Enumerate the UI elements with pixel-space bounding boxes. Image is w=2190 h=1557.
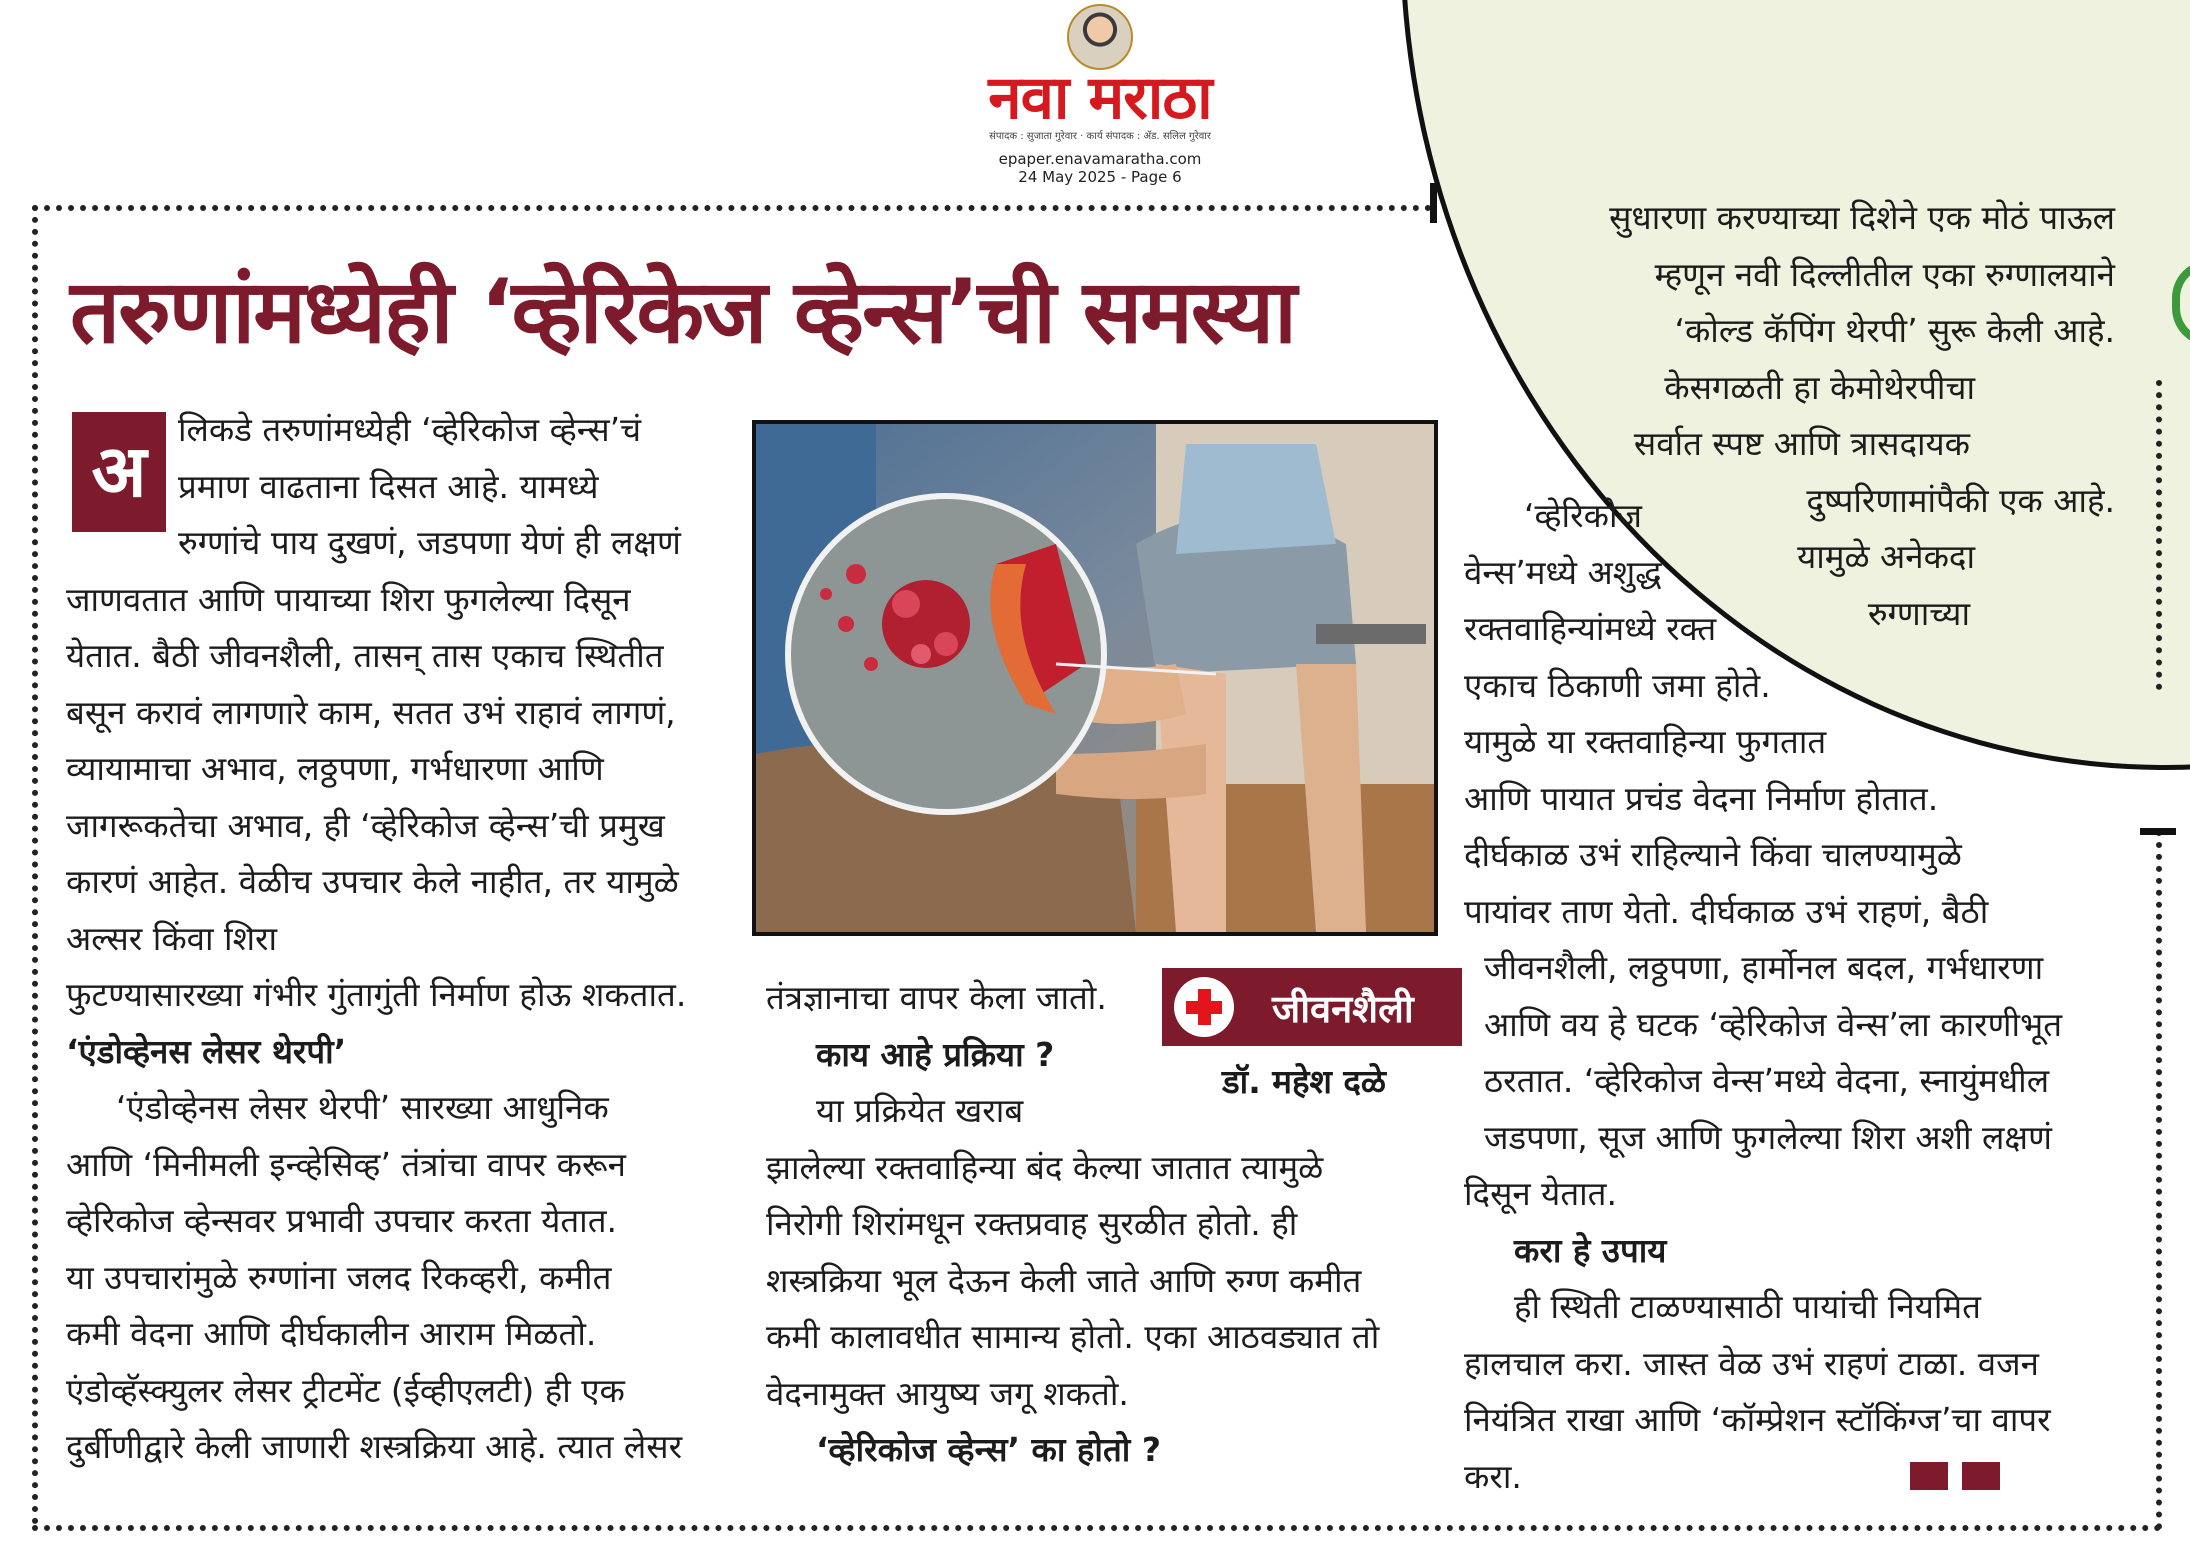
frame-left	[32, 205, 38, 1525]
section-badge	[1162, 968, 1462, 1046]
author-name: डॉ. महेश दळे	[1222, 1062, 1387, 1101]
col3-line: ‘व्हेरिकोज	[1524, 496, 1642, 535]
epaper-url[interactable]: epaper.enavamaratha.com	[998, 150, 1202, 168]
col3-line: नियंत्रित राखा आणि ‘कॉम्प्रेशन स्टॉकिंग्ज’चा वापर	[1464, 1400, 2051, 1439]
col3-line: हालचाल करा. जास्त वेळ उभं राहणं टाळा. वजन	[1464, 1343, 2039, 1383]
sidebar-line: सर्वात स्पष्ट आणि त्रासदायक	[1633, 424, 1970, 463]
col1-line: बसून करावं लागणारे काम, सतत उभं राहावं लागणं,	[66, 692, 676, 732]
col1-line: आणि ‘मिनीमली इन्व्हेसिव्ह’ तंत्रांचा वापर करून	[66, 1144, 626, 1184]
col1-line: कारणं आहेत. वेळीच उपचार केले नाहीत, तर यामुळे	[66, 862, 679, 901]
col1-line: दुर्बीणीद्वारे केली जाणारी शस्त्रक्रिया आहे. त्यात लेसर	[66, 1427, 683, 1466]
article-col1	[66, 402, 686, 1476]
col1-line: या उपचारांमुळे रुग्णांना जलद रिकव्हरी, कमीत	[66, 1257, 612, 1297]
article-col2	[766, 970, 1379, 1479]
col3-line: ही स्थिती टाळण्यासाठी पायांची नियमित	[1514, 1287, 1981, 1326]
sidebar-line: म्हणून नवी दिल्लीतील एका रुग्णालयाने	[1654, 254, 2115, 294]
col1-line: प्रमाण वाढताना दिसत आहे. यामध्ये	[178, 466, 599, 506]
col3-line: जडपणा, सूज आणि फुगलेल्या शिरा अशी लक्षणं	[1484, 1117, 2052, 1157]
sidebar-line: दुष्परिणामांपैकी एक आहे.	[1806, 480, 2115, 520]
frame-top	[32, 205, 1432, 211]
end-mark-icon	[1962, 1462, 2000, 1490]
col3-line: रक्तवाहिन्यांमध्ये रक्त	[1464, 609, 1717, 648]
frame-top-end	[1430, 183, 1437, 223]
col1-line: व्यायामाचा अभाव, लठ्ठपणा, गर्भधारणा आणि	[66, 749, 604, 788]
subhead-procedure: काय आहे प्रक्रिया ?	[816, 1034, 1055, 1074]
subhead-why-varicose: ‘व्हेरिकोज व्हेन्स’ का होतो ?	[816, 1430, 1161, 1469]
masthead	[930, 0, 1270, 186]
frame-right-end	[2140, 828, 2176, 835]
col3-line: आणि पायात प्रचंड वेदना निर्माण होतात.	[1464, 778, 1939, 818]
col1-line: फुटण्यासारख्या गंभीर गुंतागुंती निर्माण होऊ शकतात.	[66, 975, 687, 1014]
sidebar-line: ‘कोल्ड कॅपिंग थेरपी’ सुरू केली आहे.	[1674, 311, 2115, 350]
col3-line: एकाच ठिकाणी जमा होते.	[1464, 665, 1771, 705]
subhead-laser-therapy: ‘एंडोव्हेनस लेसर थेरपी’	[66, 1031, 347, 1071]
date-page: 24 May 2025 - Page 6	[1018, 168, 1182, 186]
col2-line: निरोगी शिरांमधून रक्तप्रवाह सुरळीत होतो. ही	[766, 1204, 1298, 1243]
article-col3	[1464, 488, 2062, 1505]
col1-line: कमी वेदना आणि दीर्घकालीन आराम मिळतो.	[66, 1314, 597, 1353]
end-mark-icon	[1910, 1462, 1948, 1490]
col1-line: रुग्णांचे पाय दुखणं, जडपणा येणं ही लक्षणं	[178, 523, 681, 562]
varicose-veins-illustration	[756, 424, 1434, 932]
col3-line: यामुळे या रक्तवाहिन्या फुगतात	[1464, 722, 1827, 761]
medical-cross-icon	[1174, 977, 1234, 1037]
frame-bottom	[32, 1525, 2162, 1531]
col2-line: झालेल्या रक्तवाहिन्या बंद केल्या जातात त्यामुळे	[766, 1147, 1324, 1187]
masthead-tagline: संपादक : सुजाता गुरेवार · कार्य संपादक : ॲड. सलिल गुरेवार	[989, 131, 1211, 142]
col1-line: ‘एंडोव्हेनस लेसर थेरपी’ सारख्या आधुनिक	[116, 1088, 609, 1127]
section-label: जीवनशैली	[1272, 987, 1414, 1031]
col3-line: वेन्स’मध्ये अशुद्ध	[1464, 552, 1662, 592]
col2-line: शस्त्रक्रिया भूल देऊन केली जाते आणि रुग्ण कमीत	[766, 1260, 1362, 1300]
col3-line: आणि वय हे घटक ‘व्हेरिकोज वेन्स’ला कारणीभूत	[1484, 1004, 2063, 1044]
col1-line: जाणवतात आणि पायाच्या शिरा फुगलेल्या दिसून	[66, 579, 631, 619]
col2-line: या प्रक्रियेत खराब	[816, 1091, 1024, 1130]
col1-line: लिकडे तरुणांमध्येही ‘व्हेरिकोज व्हेन्स’चं	[178, 410, 642, 449]
sidebar-line: सुधारणा करण्याच्या दिशेने एक मोठं पाऊल	[1609, 198, 2115, 237]
col2-line: कमी कालावधीत सामान्य होतो. एका आठवड्यात तो	[766, 1317, 1380, 1356]
sidebar-divider	[2156, 380, 2162, 690]
col1-line: येतात. बैठी जीवनशैली, तासन् तास एकाच स्थितीत	[66, 636, 664, 675]
newspaper-logo: नवा मराठा	[988, 63, 1212, 133]
founder-portrait-icon	[1067, 4, 1133, 70]
article-headline: तरुणांमध्येही ‘व्हेरिकेज व्हेन्स’ची समस्या	[70, 260, 1295, 363]
col3-line: करा.	[1464, 1456, 1522, 1496]
col1-line: व्हेरिकोज व्हेन्सवर प्रभावी उपचार करता येतात.	[66, 1201, 618, 1240]
col2-line: तंत्रज्ञानाचा वापर केला जातो.	[766, 978, 1107, 1017]
col1-line: जागरूकतेचा अभाव, ही ‘व्हेरिकोज व्हेन्स’ची प्रमुख	[66, 805, 665, 845]
col3-line: दीर्घकाळ उभं राहिल्याने किंवा चालण्यामुळे	[1464, 835, 1962, 874]
article-photo	[752, 420, 1438, 936]
col1-line: अल्सर किंवा शिरा	[66, 918, 278, 958]
drop-cap: अ	[72, 412, 166, 532]
col1-line: एंडोव्हॅस्क्युलर लेसर ट्रीटमेंट (ईव्हीएलटी) ही एक	[66, 1370, 625, 1410]
col3-line: ठरतात. ‘व्हेरिकोज वेन्स’मध्ये वेदना, स्नायुंमधील	[1484, 1061, 2050, 1100]
col3-line: दिसून येतात.	[1464, 1174, 1617, 1213]
col2-line: वेदनामुक्त आयुष्य जगू शकतो.	[766, 1373, 1129, 1413]
col3-line: जीवनशैली, लठ्ठपणा, हार्मोनल बदल, गर्भधारणा	[1484, 948, 2044, 987]
sidebar-line: रुग्णाच्या	[1867, 593, 1970, 633]
col3-line: पायांवर ताण येतो. दीर्घकाळ उभं राहणं, बैठी	[1464, 891, 1989, 931]
subhead-remedies: करा हे उपाय	[1514, 1230, 1667, 1270]
frame-right	[2156, 830, 2162, 1530]
sidebar-line: केसगळती हा केमोथेरपीचा	[1664, 367, 1975, 407]
sidebar-line: यामुळे अनेकदा	[1797, 537, 1975, 576]
